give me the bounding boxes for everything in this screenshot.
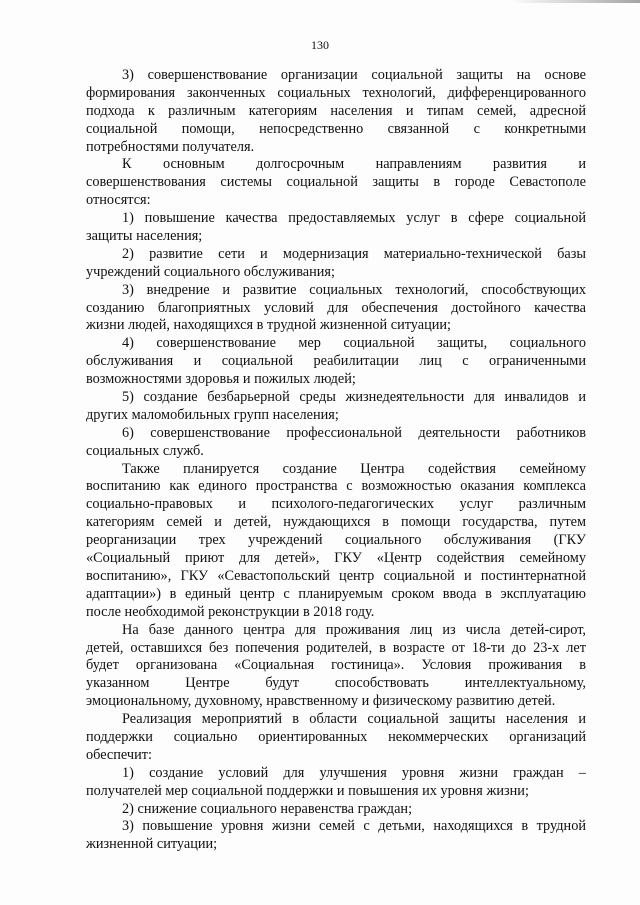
text-line: «Социальный приют для детей», ГКУ «Центр содействия семейному: [86, 550, 586, 567]
body-text: [86, 67, 586, 854]
text-line: 2) развитие сети и модернизация материально-технической базы: [122, 245, 586, 262]
text-line: будет организована «Социальная гостиница». Условия проживания в: [86, 657, 586, 674]
text-line: К основным долгосрочным направлениям развития и: [122, 156, 586, 173]
text-line: Реализация мероприятий в области социальной защиты населения и: [122, 711, 586, 728]
text-line: указанном Центре будут способствовать интеллектуальному,: [86, 675, 586, 692]
text-line: защиты населения;: [86, 228, 203, 245]
scan-edge-mark: [510, 0, 640, 3]
text-line: созданию благоприятных условий для обеспечения достойного качества: [86, 299, 586, 316]
text-line: обслуживания и социальной реабилитации лиц с ограниченными: [86, 353, 586, 370]
text-line: воспитанию как единого пространства с возможностью оказания комплекса: [86, 478, 586, 495]
text-line: подхода к различным категориям населения и типам семей, адресной: [86, 102, 586, 119]
text-line: 3) внедрение и развитие социальных технологий, способствующих: [122, 281, 586, 298]
text-line: социально-правовых и психолого-педагогических услуг различным: [86, 496, 586, 513]
text-line: воспитанию», ГКУ «Севастопольский центр социальной и постинтернатной: [86, 567, 586, 584]
text-line: получателей мер социальной поддержки и повышения их уровня жизни;: [86, 782, 529, 799]
text-line: 1) создание условий для улучшения уровня жизни граждан –: [122, 764, 586, 781]
text-line: совершенствования системы социальной защиты в городе Севастополе: [86, 174, 586, 191]
text-line: 1) повышение качества предоставляемых услуг в сфере социальной: [122, 210, 586, 227]
text-line: других маломобильных групп населения;: [86, 406, 339, 423]
text-line: детей, оставшихся без попечения родителей, в возрасте от 18-ти до 23-х лет: [86, 639, 586, 656]
text-line: после необходимой реконструкции в 2018 году.: [86, 603, 375, 620]
text-line: адаптации») в единый центр с планируемым сроком ввода в эксплуатацию: [86, 585, 586, 602]
text-line: жизни людей, находящихся в трудной жизненной ситуации;: [86, 317, 452, 334]
text-line: На базе данного центра для проживания лиц из числа детей-сирот,: [122, 621, 586, 638]
text-line: потребностями получателя.: [86, 138, 255, 155]
text-line: возможностями здоровья и пожилых людей;: [86, 371, 356, 388]
text-line: 4) совершенствование мер социальной защиты, социального: [122, 335, 586, 352]
text-line: социальной помощи, непосредственно связанной с конкретными: [86, 120, 586, 137]
text-line: Также планируется создание Центра содействия семейному: [122, 460, 586, 477]
text-line: 5) создание безбарьерной среды жизнедеятельности для инвалидов и: [122, 389, 586, 406]
text-line: социальных служб.: [86, 442, 204, 459]
text-line: формирования законченных социальных технологий, дифференцированного: [86, 84, 586, 101]
text-line: относятся:: [86, 192, 151, 209]
text-line: категориям семей и детей, нуждающихся в помощи государства, путем: [86, 514, 586, 531]
page-number: 130: [311, 38, 329, 52]
text-line: обеспечит:: [86, 746, 152, 763]
text-line: 6) совершенствование профессиональной деятельности работников: [122, 424, 586, 441]
text-line: реорганизации трех учреждений социального обслуживания (ГКУ: [86, 532, 586, 549]
text-line: эмоциональному, духовному, нравственному и физическому развитию детей.: [86, 693, 556, 710]
text-line: 3) повышение уровня жизни семей с детьми, находящихся в трудной: [122, 818, 586, 835]
text-line: 3) совершенствование организации социальной защиты на основе: [122, 67, 586, 83]
text-line: поддержки социально ориентированных некоммерческих организаций: [86, 728, 586, 745]
text-line: 2) снижение социального неравенства граждан;: [122, 800, 413, 817]
text-line: жизненной ситуации;: [86, 836, 218, 853]
text-line: учреждений социального обслуживания;: [86, 263, 335, 280]
